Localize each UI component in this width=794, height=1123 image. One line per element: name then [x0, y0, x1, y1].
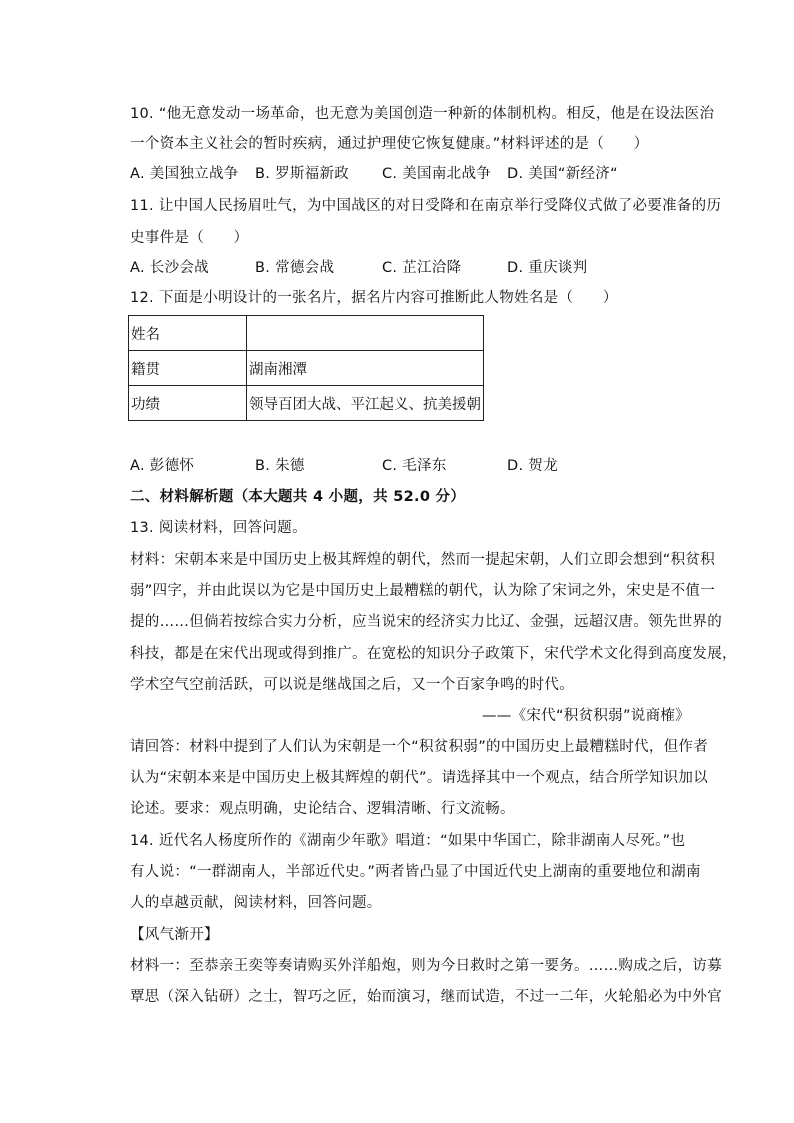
card-key-name: 姓名	[129, 316, 247, 351]
table-row	[129, 386, 484, 421]
q14-material-line: 材料一：至恭亲王奕等奏请购买外洋船炮，则为今日救时之第一要务。……购成之后，访募	[130, 958, 722, 974]
q11-stem-line1: 11. 让中国人民扬眉吐气，为中国战区的对日受降和在南京举行受降仪式做了必要准备的历	[130, 198, 722, 214]
q10-option-a[interactable]: A. 美国独立战争	[130, 166, 239, 182]
q10-stem-line2: 一个资本主义社会的暂时疾病，通过护理使它恢复健康。”材料评述的是（ ）	[130, 136, 649, 152]
card-key-hometown: 籍贯	[129, 351, 247, 386]
card-key-achievements: 功绩	[129, 386, 247, 421]
q14-material-line: 覃思（深入钻研）之士，智巧之匠，始而演习，继而试造，不过一二年，火轮船必为中外官	[130, 989, 722, 1005]
q12-option-b[interactable]: B. 朱德	[255, 458, 305, 474]
q11-option-a[interactable]: A. 长沙会战	[130, 260, 209, 276]
q12-options	[130, 456, 690, 476]
q12-option-a[interactable]: A. 彭德怀	[130, 458, 195, 474]
q13-question-line: 请回答：材料中提到了人们认为宋朝是一个“积贫积弱”的中国历史上最糟糕时代，但作者	[130, 739, 709, 755]
q10-options	[130, 164, 690, 184]
q14-stem-line: 14. 近代名人杨度所作的《湖南少年歌》唱道：“如果中华国亡，除非湖南人尽死。”也	[130, 833, 686, 849]
q14-stem-line: 人的卓越贡献，阅读材料，回答问题。	[130, 895, 382, 911]
q14-heading: 【风气渐开】	[130, 927, 219, 943]
q13-source: ——《宋代“积贫积弱”说商榷》	[481, 708, 690, 724]
q13-question-line: 认为“宋朝本来是中国历史上极其辉煌的朝代”。请选择其中一个观点，结合所学知识加以	[130, 770, 709, 786]
table-row	[129, 316, 484, 351]
q11-option-c[interactable]: C. 芷江洽降	[382, 260, 462, 276]
q13-material-line: 提的……但倘若按综合实力分析，应当说宋的经济实力比辽、金强，远超汉唐。领先世界的	[130, 614, 722, 630]
q11-option-d[interactable]: D. 重庆谈判	[507, 260, 588, 276]
q12-option-c[interactable]: C. 毛泽东	[382, 458, 447, 474]
q12-stem: 12. 下面是小明设计的一张名片，据名片内容可推断此人物姓名是（ ）	[130, 290, 618, 306]
q13-question-line: 论述。要求：观点明确，史论结合、逻辑清晰、行文流畅。	[130, 801, 515, 817]
q14-stem-line: 有人说：“一群湖南人，半部近代史。”两者皆凸显了中国近代史上湖南的重要地位和湖南	[130, 864, 701, 880]
card-value-name	[247, 316, 484, 351]
q11-options	[130, 258, 690, 278]
q13-material-line: 学术空气空前活跃，可以说是继战国之后，又一个百家争鸣的时代。	[130, 677, 574, 693]
q13-stem: 13. 阅读材料，回答问题。	[130, 520, 307, 536]
business-card-table	[128, 315, 484, 421]
q11-option-b[interactable]: B. 常德会战	[255, 260, 335, 276]
table-row	[129, 351, 484, 386]
q10-option-b[interactable]: B. 罗斯福新政	[255, 166, 350, 182]
q10-option-d[interactable]: D. 美国“新经济“	[507, 166, 618, 182]
q13-material-line: 科技，都是在宋代出现或得到推广。在宽松的知识分子政策下，宋代学术文化得到高度发展，	[130, 646, 737, 662]
section-title: 二、材料解析题（本大题共 4 小题，共 52.0 分）	[130, 489, 466, 505]
q13-material-line: 弱”四字，并由此误以为它是中国历史上最糟糕的朝代，认为除了宋词之外，宋史是不值一	[130, 583, 716, 599]
q13-material-line: 材料：宋朝本来是中国历史上极其辉煌的朝代，然而一提起宋朝，人们立即会想到“积贫积	[130, 552, 716, 568]
q12-option-d[interactable]: D. 贺龙	[507, 458, 558, 474]
q10-stem-line1: 10. “他无意发动一场革命，也无意为美国创造一种新的体制机构。相反，他是在设法医治	[130, 106, 715, 122]
card-value-achievements: 领导百团大战、平江起义、抗美援朝	[247, 386, 484, 421]
card-value-hometown: 湖南湘潭	[247, 351, 484, 386]
q10-option-c[interactable]: C. 美国南北战争	[382, 166, 492, 182]
q11-stem-line2: 史事件是（ ）	[130, 230, 249, 246]
